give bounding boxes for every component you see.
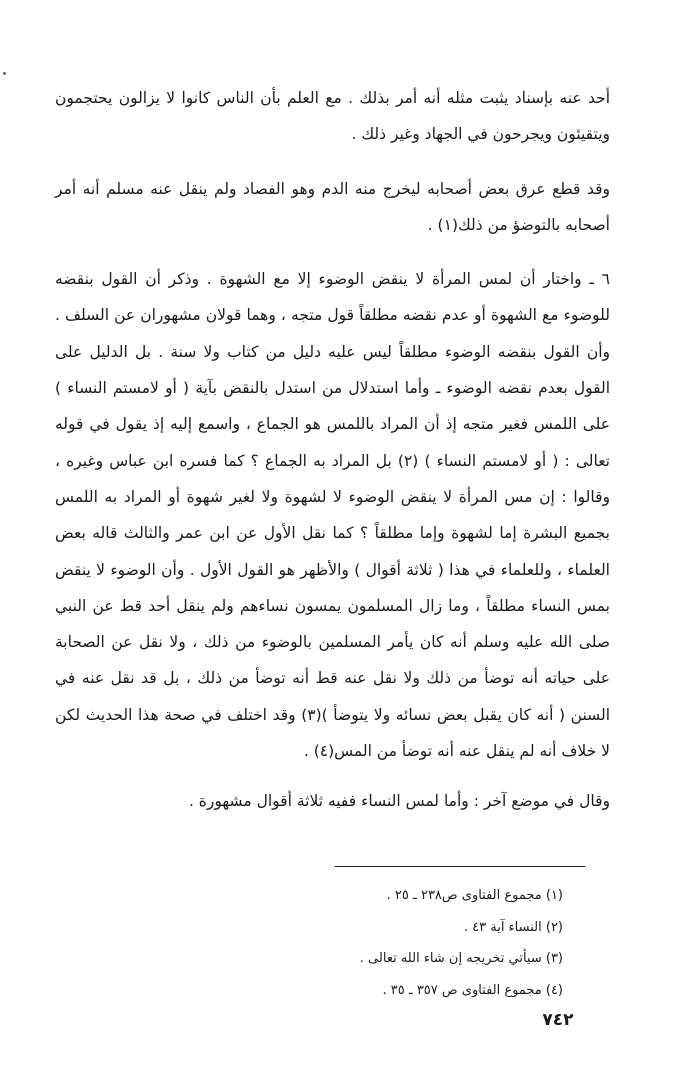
page-number: ٧٤٢: [542, 1010, 574, 1030]
main-text: [55, 80, 610, 820]
footnotes: [233, 880, 563, 1006]
paragraph-4: وقال في موضع آخر : وأما لمس النساء ففيه ثلاثة أقوال مشهورة .: [188, 792, 610, 811]
footnote-2: (٢) النساء آية ٤٣ .: [463, 919, 563, 935]
paragraph-1: أحد عنه بإسناد يثبت مثله أنه أمر بذلك . مع العلم بأن الناس كانوا لا يزالون يحتجمون ويتقيئون ويجرحون في الجهاد وغير ذلك .: [55, 89, 610, 144]
page-edge-mark: [3, 72, 6, 75]
footnote-4: (٤) مجموع الفتاوى ص ٣٥٧ ـ ٣٥ .: [382, 982, 563, 998]
paragraph-2: وقد قطع عرق بعض أصحابه ليخرج منه الدم وهو الفصاد ولم ينقل عنه مسلم أنه أمر أصحابه بالتوضؤ من ذلك(١) .: [55, 179, 610, 234]
footnote-3: (٣) سيأتي تخريجه إن شاء الله تعالى .: [359, 951, 563, 966]
footnote-1: (١) مجموع الفتاوى ص٢٣٨ ـ ٢٥ .: [386, 888, 563, 903]
footnote-separator: [335, 866, 585, 867]
paragraph-3: ٦ ـ واختار أن لمس المرأة لا ينقض الوضوء إلا مع الشهوة . وذكر أن القول بنقضه للوضوء مع الشهوة أو عدم نقضه مطلقاً قول متجه ، وهما قولان مشهوران عن السلف . وأن القول بنقضه الوضوء مطلقاً ليس عليه دليل من كتاب ولا سنة . بل الدليل على القول بعدم نقضه الوضوء ـ وأما استدلال من استدل بالنقض بآية ( أو لامستم النساء ) على اللمس فغير متجه إذ أن المراد باللمس هو الجماع ، واسمع إليه إذ يقول في قوله تعالى : ( أو لامستم النساء ) (٢) بل المراد به الجماع ؟ كما فسره ابن عباس وغيره ، وقالوا : إن مس المرأة لا ينقض الوضوء لا لشهوة ولا لغير شهوة أو المراد به اللمس بجميع البشرة إما لشهوة وإما مطلقاً ؟ كما نقل الأول عن ابن عمر والثالث قاله بعض العلماء ، وللعلماء في هذا ( ثلاثة أقوال ) والأظهر هو القول الأول . وأن الوضوء لا ينقض بمس النساء مطلقاً ، وما زال المسلمون يمسون نساءهم ولم ينقل أحد قط عن النبي صلى الله عليه وسلم أنه كان يأمر المسلمين بالوضوء من ذلك ، ولا نقل عن الصحابة على حياته أنه توضأ من ذلك ولا نقل عنه قط أنه توضأ من ذلك ، بل قد نقل عنه في السنن ( أنه كان يقبل بعض نسائه ولا يتوضأ )(٣) وقد اختلف في صحة هذا الحديث لكن لا خلاف أنه لم ينقل عنه أنه توضأ من المس(٤) .: [55, 270, 611, 761]
